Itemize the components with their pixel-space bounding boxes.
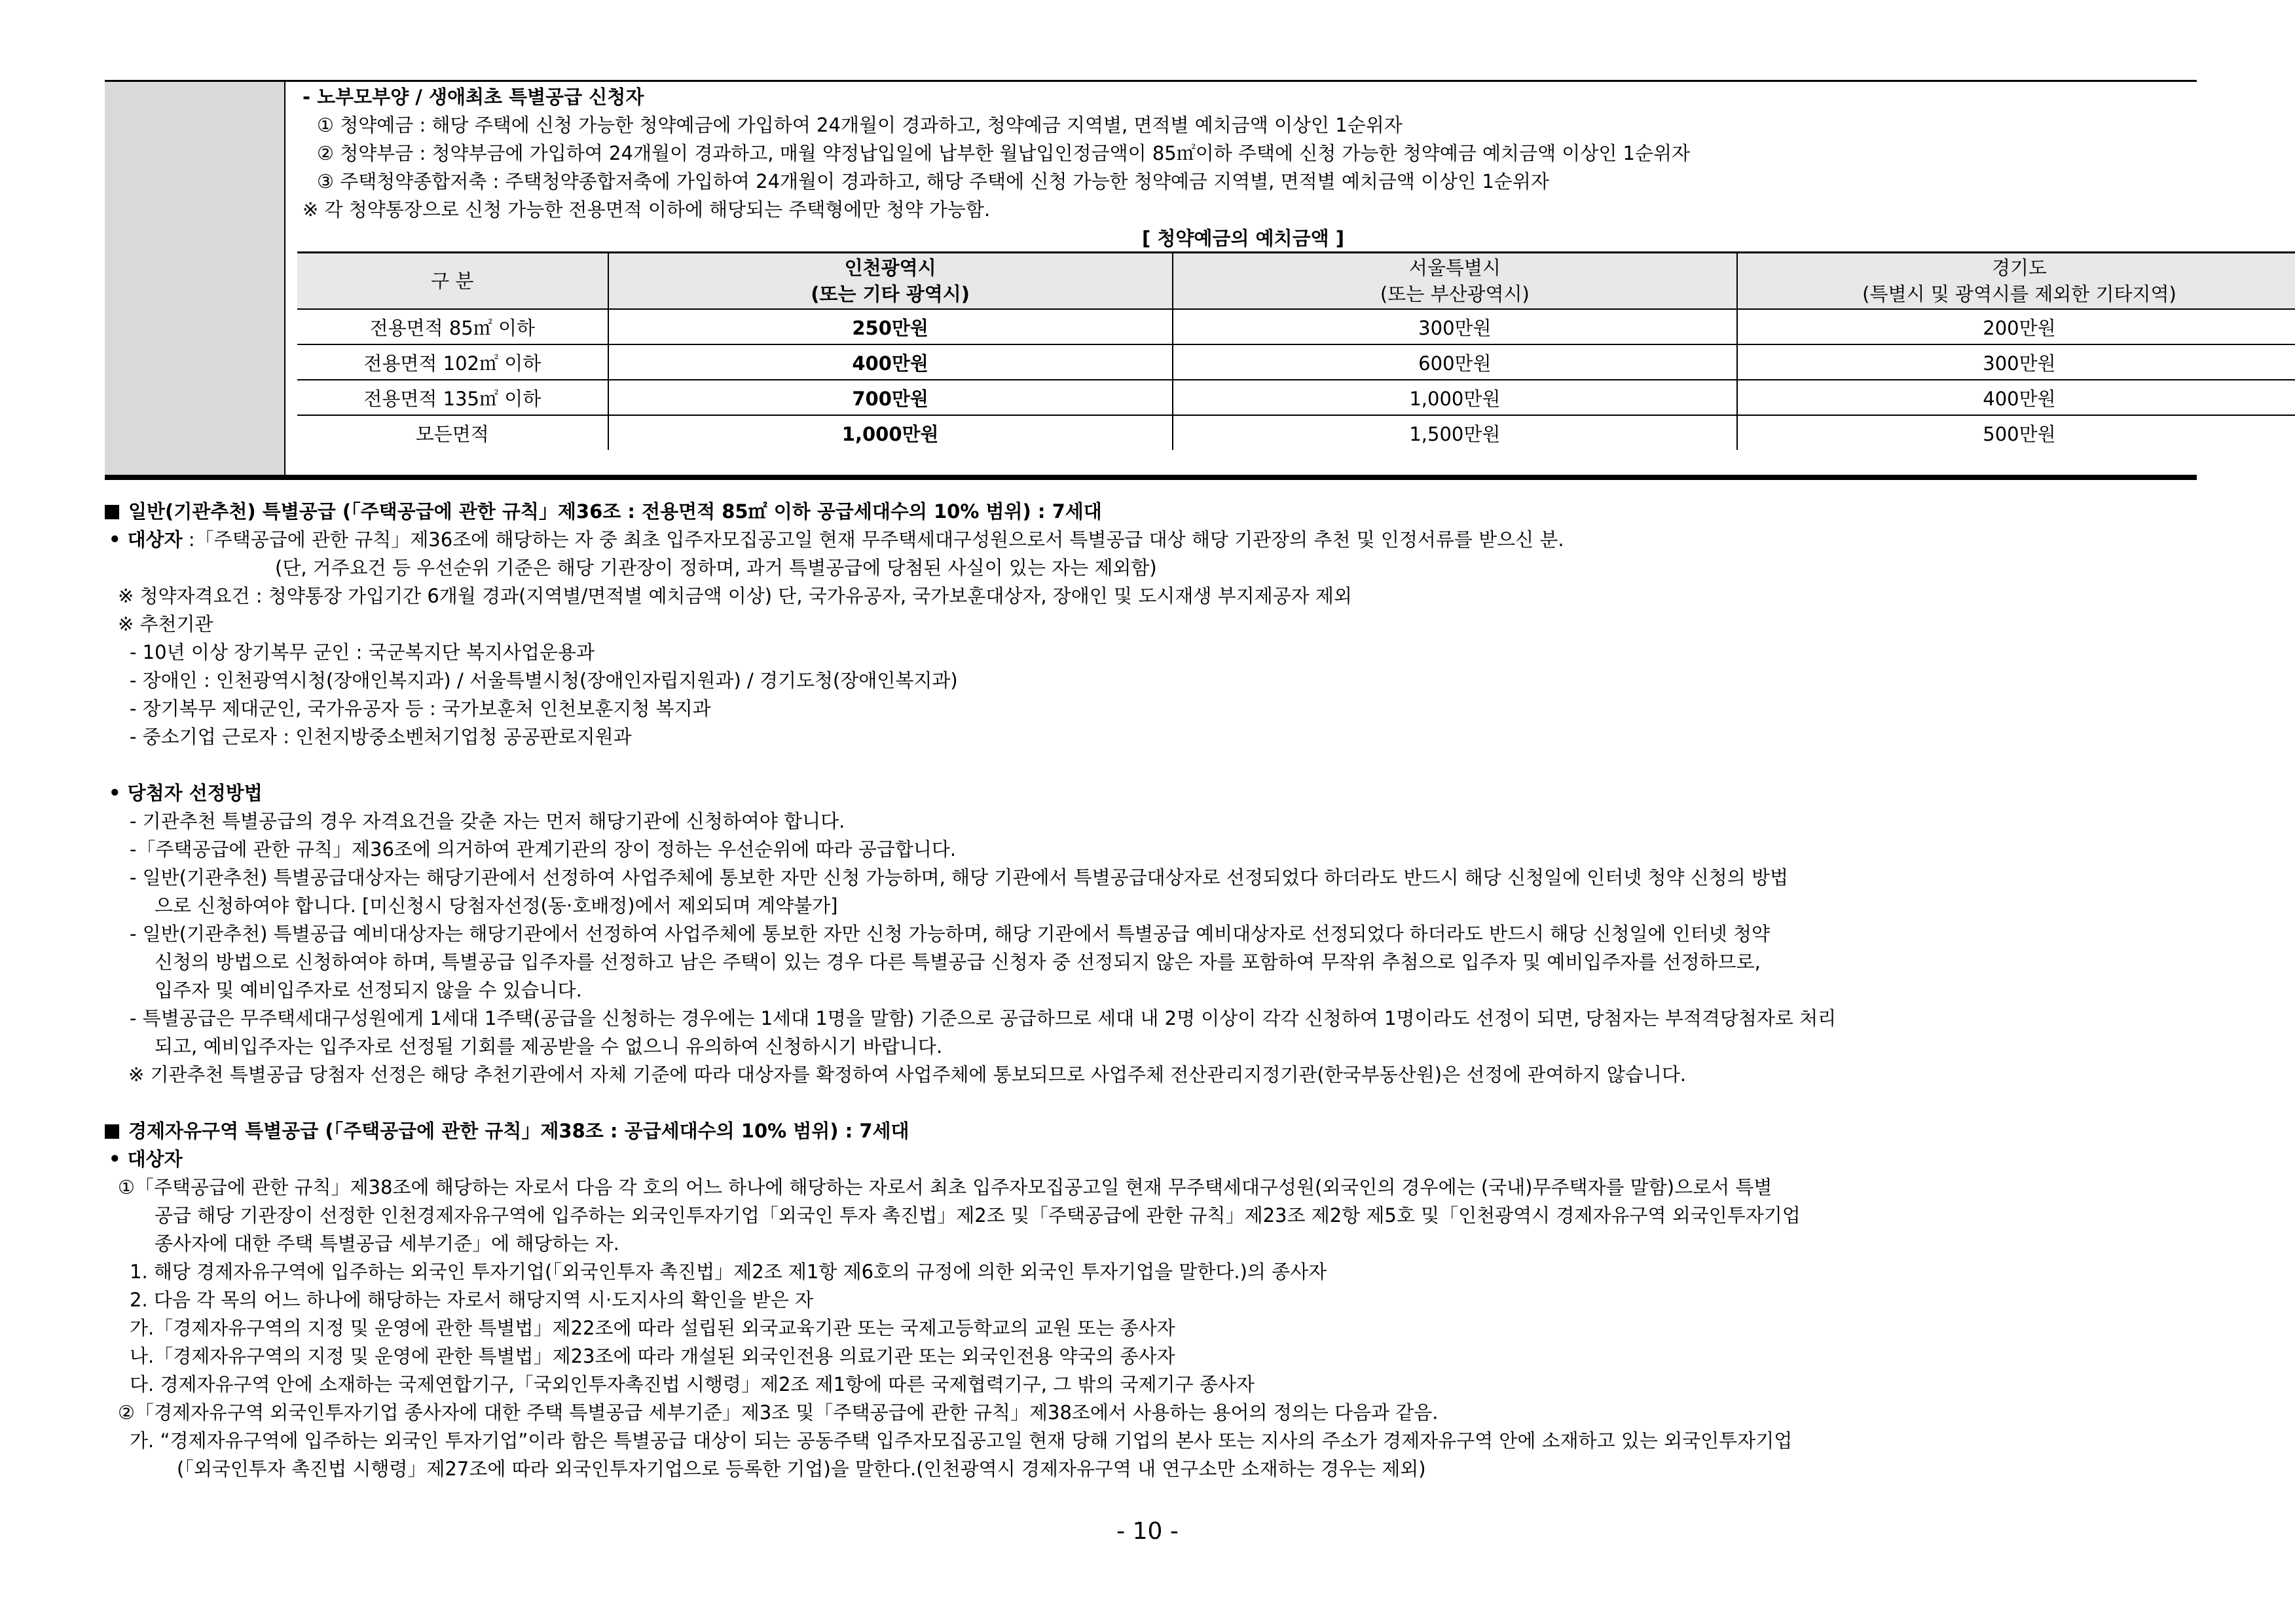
table-cell: 400만원 — [608, 344, 1173, 380]
list-item: 되고, 예비입주자는 입주자로 선정될 기회를 제공받을 수 없으니 유의하여 신청하시기 바랍니다. — [155, 1035, 943, 1058]
list-item: 1. 해당 경제자유구역에 입주하는 외국인 투자기업(「외국인투자 촉진법」제2조 제1항 제6호의 규정에 의한 외국인 투자기업을 말한다.)의 종사자 — [130, 1261, 1327, 1283]
table-cell: 250만원 — [608, 309, 1173, 344]
page-number: - 10 - — [1116, 1518, 1179, 1545]
main-content — [105, 498, 2200, 1483]
list-item: ※ 기관추천 특별공급 당첨자 선정은 해당 추천기관에서 자체 기준에 따라 대상자를 확정하여 사업주체에 통보되므로 사업주체 전산관리지정기관(한국부동산원)은 선정에 관여하지 않습니다. — [128, 1063, 1687, 1086]
eligibility-content — [303, 82, 2184, 475]
section-title-fez: 경제자유구역 특별공급 (「주택공급에 관한 규칙」제38조 : 공급세대수의 10% 범위) : 7세대 — [105, 1117, 2200, 1145]
table-cell: 모든면적 — [297, 415, 608, 450]
table-row — [297, 344, 2295, 380]
list-item: 으로 신청하여야 합니다. [미신청시 당첨자선정(동·호배정)에서 제외되며 계약불가] — [155, 895, 838, 917]
list-item: 공급 해당 기관장이 선정한 인천경제자유구역에 입주하는 외국인투자기업「외국인 투자 촉진법」제2조 및「주택공급에 관한 규칙」제23조 제2항 제5호 및「인천광역시 경제자유구역 외국인투자기업 — [155, 1204, 1801, 1227]
list-item: ①「주택공급에 관한 규칙」제38조에 해당하는 자로서 다음 각 호의 어느 하나에 해당하는 자로서 최초 입주자모집공고일 현재 무주택세대구성원(외국인의 경우에는 (국내)무주택자를 말함)으로서 특별 — [118, 1176, 1772, 1198]
target-heading: • 대상자 — [109, 1148, 183, 1170]
list-item: - 장기복무 제대군인, 국가유공자 등 : 국가보훈처 인천보훈지청 복지과 — [130, 697, 711, 720]
eligibility-item: ① 청약예금 : 해당 주택에 신청 가능한 청약예금에 가입하여 24개월이 경과하고, 청약예금 지역별, 면적별 예치금액 이상인 1순위자 — [317, 114, 1403, 136]
list-item: 다. 경제자유구역 안에 소재하는 국제연합기구,「국외인투자촉진법 시행령」제2조 제1항에 따른 국제협력기구, 그 밖의 국제기구 종사자 — [130, 1373, 1255, 1395]
deposit-table — [297, 251, 2295, 450]
label-column — [105, 82, 285, 475]
list-item: ②「경제자유구역 외국인투자기업 종사자에 대한 주택 특별공급 세부기준」제3조 및「주택공급에 관한 규칙」제38조에서 사용하는 용어의 정의는 다음과 같음. — [118, 1401, 1439, 1424]
table-cell: 1,000만원 — [608, 415, 1173, 450]
list-item: 나.「경제자유구역의 지정 및 운영에 관한 특별법」제23조에 따라 개설된 외국인전용 의료기관 또는 외국인전용 약국의 종사자 — [130, 1345, 1175, 1367]
list-item: - 기관추천 특별공급의 경우 자격요건을 갖춘 자는 먼저 해당기관에 신청하여야 합니다. — [130, 810, 845, 832]
square-bullet-icon — [105, 1124, 119, 1139]
list-item: (「외국인투자 촉진법 시행령」제27조에 따라 외국인투자기업으로 등록한 기업)을 말한다.(인천광역시 경제자유구역 내 연구소만 소재하는 경우는 제외) — [177, 1458, 1426, 1480]
eligibility-item: ② 청약부금 : 청약부금에 가입하여 24개월이 경과하고, 매월 약정납입일에 납부한 월납입인정금액이 85㎡이하 주택에 신청 가능한 청약예금 예치금액 이상인 1순위자 — [317, 142, 1691, 164]
table-header: 인천광역시 (또는 기타 광역시) — [608, 253, 1173, 310]
table-row — [297, 380, 2295, 415]
table-cell: 전용면적 85㎡ 이하 — [297, 309, 608, 344]
list-item: ※ 추천기관 — [118, 613, 213, 635]
table-header-row — [297, 253, 2295, 310]
table-cell: 1,500만원 — [1173, 415, 1737, 450]
table-cell: 700만원 — [608, 380, 1173, 415]
eligibility-heading: - 노부모부양 / 생애최초 특별공급 신청자 — [303, 86, 644, 108]
target-line: • 대상자 :「주택공급에 관한 규칙」제36조에 해당하는 자 중 최초 입주자모집공고일 현재 무주택세대구성원으로서 특별공급 대상 해당 기관장의 추천 및 인정서류를 받으신 분. — [109, 528, 1564, 551]
winner-heading: • 당첨자 선정방법 — [109, 782, 263, 804]
table-header: 경기도 (특별시 및 광역시를 제외한 기타지역) — [1737, 253, 2295, 310]
table-cell: 300만원 — [1737, 344, 2295, 380]
list-item: 종사자에 대한 주택 특별공급 세부기준」에 해당하는 자. — [155, 1232, 619, 1255]
eligibility-item: ③ 주택청약종합저축 : 주택청약종합저축에 가입하여 24개월이 경과하고, 해당 주택에 신청 가능한 청약예금 지역별, 면적별 예치금액 이상인 1순위자 — [317, 170, 1549, 193]
table-cell: 300만원 — [1173, 309, 1737, 344]
list-item: - 장애인 : 인천광역시청(장애인복지과) / 서울특별시청(장애인자립지원과) / 경기도청(장애인복지과) — [130, 669, 958, 692]
list-item: 가.「경제자유구역의 지정 및 운영에 관한 특별법」제22조에 따라 설립된 외국교육기관 또는 국제고등학교의 교원 또는 종사자 — [130, 1317, 1175, 1339]
list-item: - 특별공급은 무주택세대구성원에게 1세대 1주택(공급을 신청하는 경우에는 1세대 1명을 말함) 기준으로 공급하므로 세대 내 2명 이상이 각각 신청하여 1명이라도 선정이 되면, 당첨자는 부적격당첨자로 처리 — [130, 1007, 1837, 1029]
list-item: - 일반(기관추천) 특별공급 예비대상자는 해당기관에서 선정하여 사업주체에 통보한 자만 신청 가능하며, 해당 기관에서 특별공급 예비대상자로 선정되었다 하더라도 반드시 해당 신청일에 인터넷 청약 — [130, 923, 1771, 945]
table-row — [297, 415, 2295, 450]
list-item: 2. 다음 각 목의 어느 하나에 해당하는 자로서 해당지역 시·도지사의 확인을 받은 자 — [130, 1289, 813, 1311]
list-item: 신청의 방법으로 신청하여야 하며, 특별공급 입주자를 선정하고 남은 주택이 있는 경우 다른 특별공급 신청자 중 선정되지 않은 자를 포함하여 무작위 추첨으로 입주자 및 예비입주자를 선정하므로, — [155, 951, 1761, 973]
table-cell: 200만원 — [1737, 309, 2295, 344]
target-line-cont: (단, 거주요건 등 우선순위 기준은 해당 기관장이 정하며, 과거 특별공급에 당첨된 사실이 있는 자는 제외함) — [275, 557, 1157, 579]
list-item: - 일반(기관추천) 특별공급대상자는 해당기관에서 선정하여 사업주체에 통보한 자만 신청 가능하며, 해당 기관에서 특별공급대상자로 선정되었다 하더라도 반드시 해당 신청일에 인터넷 청약 신청의 방법 — [130, 866, 1789, 889]
table-caption: [ 청약예금의 예치금액 ] — [1142, 227, 1344, 249]
table-cell: 1,000만원 — [1173, 380, 1737, 415]
list-item: 가. “경제자유구역에 입주하는 외국인 투자기업”이라 함은 특별공급 대상이 되는 공동주택 입주자모집공고일 현재 당해 기업의 본사 또는 지사의 주소가 경제자유구역 안에 소재하고 있는 외국인투자기업 — [130, 1430, 1793, 1452]
table-row — [297, 309, 2295, 344]
eligibility-box — [105, 80, 2197, 480]
eligibility-note: ※ 각 청약통장으로 신청 가능한 전용면적 이하에 해당되는 주택형에만 청약 가능함. — [303, 198, 991, 221]
table-cell: 600만원 — [1173, 344, 1737, 380]
table-header: 구 분 — [297, 253, 608, 310]
table-cell: 전용면적 102㎡ 이하 — [297, 344, 608, 380]
section-title-institution: 일반(기관추천) 특별공급 (「주택공급에 관한 규칙」제36조 : 전용면적 85㎡ 이하 공급세대수의 10% 범위) : 7세대 — [105, 498, 2200, 526]
list-item: ※ 청약자격요건 : 청약통장 가입기간 6개월 경과(지역별/면적별 예치금액 이상) 단, 국가유공자, 국가보훈대상자, 장애인 및 도시재생 부지제공자 제외 — [118, 585, 1352, 607]
table-cell: 500만원 — [1737, 415, 2295, 450]
table-cell: 400만원 — [1737, 380, 2295, 415]
square-bullet-icon — [105, 505, 119, 519]
list-item: -「주택공급에 관한 규칙」제36조에 의거하여 관계기관의 장이 정하는 우선순위에 따라 공급합니다. — [130, 838, 957, 860]
list-item: 입주자 및 예비입주자로 선정되지 않을 수 있습니다. — [155, 979, 582, 1001]
table-cell: 전용면적 135㎡ 이하 — [297, 380, 608, 415]
list-item: - 10년 이상 장기복무 군인 : 국군복지단 복지사업운용과 — [130, 641, 595, 663]
list-item: - 중소기업 근로자 : 인천지방중소벤처기업청 공공판로지원과 — [130, 726, 632, 748]
table-header: 서울특별시 (또는 부산광역시) — [1173, 253, 1737, 310]
